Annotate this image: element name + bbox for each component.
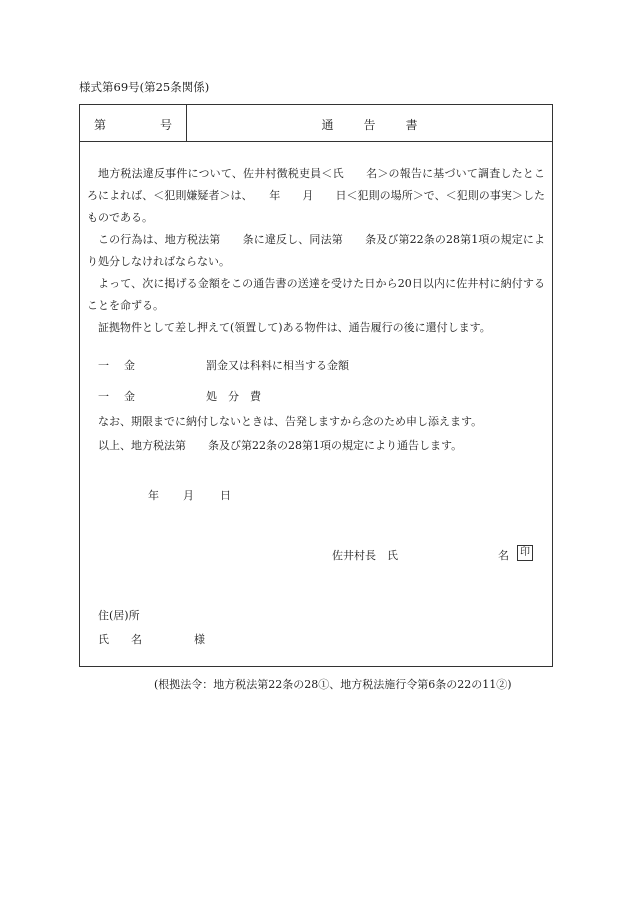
mayor-name-label: 名 [498, 549, 509, 562]
mayor-title: 佐井村長 氏 [332, 549, 398, 562]
body-paragraph-2: この行為は、地方税法第 条に違反し、同法第 条及び第22条の28第1項の規定により処分しなければならない。 [87, 233, 545, 268]
seal-mark: 印 [517, 545, 533, 561]
date-month: 月 [183, 489, 194, 502]
notice-frame [79, 104, 553, 667]
amount-kin: 金 [124, 390, 135, 403]
number-suffix: 号 [160, 118, 173, 132]
amount-kin: 金 [124, 359, 135, 372]
document-number-cell [80, 105, 187, 141]
number-prefix: 第 [94, 118, 107, 132]
header-row [80, 105, 552, 142]
body-paragraph-1: 地方税法違反事件について、佐井村徴税吏員＜氏 名＞の報告に基づいて調査したところによれば、＜犯則嫌疑者＞は、 年 月 日＜犯則の場所＞で、＜犯則の事実＞したものである。 [87, 167, 545, 224]
body-paragraph-3: よって、次に掲げる金額をこの通告書の送達を受けた日から20日以内に佐井村に納付することを命ずる。 [87, 277, 545, 312]
form-number: 様式第69号(第25条関係) [79, 80, 210, 94]
amount-ichi: 一 [98, 390, 109, 403]
closing-line-2: 以上、地方税法第 条及び第22条の28第1項の規定により通告します。 [98, 439, 463, 452]
address-label: 住(居)所 [98, 609, 140, 622]
body-paragraph-4: 証拠物件として差し押えて(領置して)ある物件は、通告履行の後に還付します。 [98, 321, 491, 334]
notice-body [87, 163, 545, 339]
legal-basis: (根拠法令：地方税法第22条の28①、地方税法施行令第6条の22の11②) [154, 678, 512, 691]
document-title: 通告書 [321, 118, 448, 132]
closing-text [87, 410, 482, 458]
name-label: 氏 名 [98, 633, 142, 646]
date-year: 年 [148, 489, 159, 502]
amount-description: 処 分 費 [206, 390, 261, 403]
honorific: 様 [194, 633, 205, 646]
closing-line-1: なお、期限までに納付しないときは、告発しますから念のため申し添えます。 [98, 415, 483, 428]
date-day: 日 [220, 489, 231, 502]
amount-ichi: 一 [98, 359, 109, 372]
amount-description: 罰金又は科料に相当する金額 [206, 359, 349, 372]
